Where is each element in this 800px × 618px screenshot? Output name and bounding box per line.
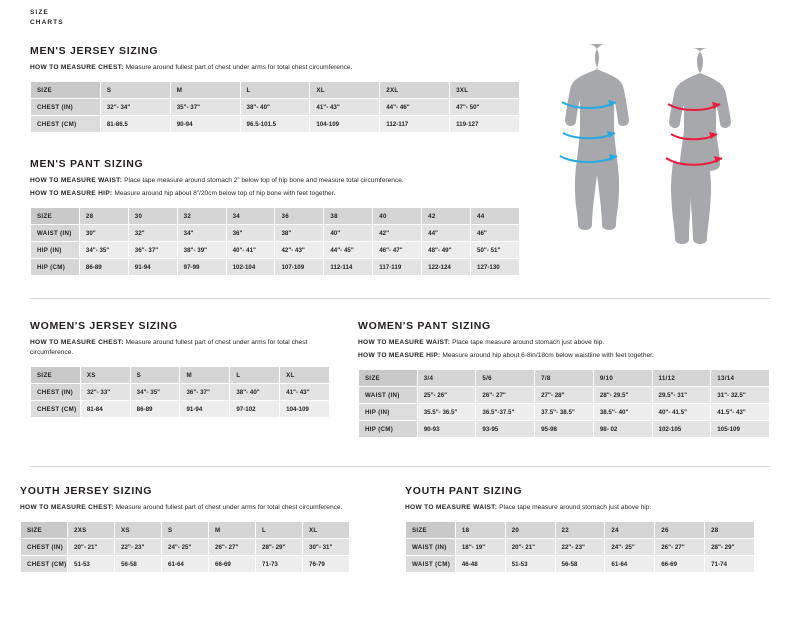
table-header-cell: 2XS bbox=[68, 522, 115, 539]
section-youth-pant bbox=[405, 485, 755, 573]
table-cell: 20"- 21" bbox=[68, 539, 115, 556]
section-mens-jersey bbox=[30, 45, 520, 133]
howto-line bbox=[30, 63, 520, 73]
table-cell: 38"- 40" bbox=[230, 384, 280, 401]
table-header-cell: 11/12 bbox=[652, 370, 711, 387]
table-header-cell: 5/6 bbox=[476, 370, 535, 387]
table-cell: 86-89 bbox=[130, 401, 180, 418]
table-row-label: HIP (CM) bbox=[31, 259, 80, 276]
table-cell: 46" bbox=[471, 225, 520, 242]
table-cell: 35"- 37" bbox=[170, 99, 240, 116]
table-header-row bbox=[31, 208, 520, 225]
table-cell: 32" bbox=[128, 225, 177, 242]
section-divider bbox=[30, 466, 770, 467]
table-header-cell: 30 bbox=[128, 208, 177, 225]
table-cell: 36" bbox=[226, 225, 275, 242]
table-row bbox=[359, 421, 770, 438]
table-cell: 91-94 bbox=[128, 259, 177, 276]
howto-text: Measure around fullest part of chest under arms for total chest circumference. bbox=[123, 64, 353, 71]
table-row-label: HIP (IN) bbox=[359, 404, 418, 421]
table-cell: 27"- 28" bbox=[535, 387, 594, 404]
table-row-label: WAIST (CM) bbox=[406, 556, 456, 573]
section-youth-jersey bbox=[20, 485, 350, 573]
section-divider bbox=[30, 298, 770, 299]
table-cell: 44"- 45" bbox=[324, 242, 373, 259]
size-table-youth-jersey bbox=[20, 521, 350, 573]
table-cell: 127-130 bbox=[471, 259, 520, 276]
table-row bbox=[359, 387, 770, 404]
howto-label: HOW TO MEASURE HIP: bbox=[30, 190, 113, 198]
table-header-cell: SIZE bbox=[359, 370, 418, 387]
table-cell: 38" bbox=[275, 225, 324, 242]
table-header-cell: 7/8 bbox=[535, 370, 594, 387]
howto-label: HOW TO MEASURE HIP: bbox=[358, 352, 441, 360]
table-cell: 48"- 49" bbox=[422, 242, 471, 259]
howto-text: Place tape measure around stomach just above hip. bbox=[450, 339, 605, 346]
howto-line bbox=[30, 189, 520, 199]
howto-line bbox=[30, 176, 520, 186]
howto-label: HOW TO MEASURE CHEST: bbox=[20, 504, 114, 511]
table-cell: 25"- 26" bbox=[417, 387, 476, 404]
table-cell: 95-98 bbox=[535, 421, 594, 438]
table-cell: 51-53 bbox=[68, 556, 115, 573]
table-cell: 28"- 29.5" bbox=[593, 387, 652, 404]
table-row-label: CHEST (IN) bbox=[31, 384, 81, 401]
size-table-mens-pant bbox=[30, 207, 520, 276]
howto-text: Measure around hip about 6-8in/18cm below waistline with feet together. bbox=[440, 352, 654, 360]
howto-line bbox=[358, 338, 770, 348]
table-row-label: CHEST (CM) bbox=[31, 401, 81, 418]
table-header-cell: 44 bbox=[471, 208, 520, 225]
table-cell: 28"- 29" bbox=[705, 539, 755, 556]
table-header-cell: 3/4 bbox=[417, 370, 476, 387]
size-table-youth-pant bbox=[405, 521, 755, 573]
table-row-label: HIP (IN) bbox=[31, 242, 80, 259]
table-cell: 102-104 bbox=[226, 259, 275, 276]
section-mens-pant bbox=[30, 158, 520, 276]
table-header-cell: XS bbox=[80, 367, 130, 384]
table-header-cell: 24 bbox=[605, 522, 655, 539]
table-header-cell: 18 bbox=[455, 522, 505, 539]
table-cell: 47"- 50" bbox=[450, 99, 520, 116]
table-row-label: CHEST (IN) bbox=[21, 539, 68, 556]
table-cell: 107-109 bbox=[275, 259, 324, 276]
table-cell: 105-109 bbox=[711, 421, 770, 438]
table-cell: 81-86.5 bbox=[100, 116, 170, 133]
table-header-cell: XS bbox=[115, 522, 162, 539]
table-header-cell: M bbox=[209, 522, 256, 539]
table-cell: 42"- 43" bbox=[275, 242, 324, 259]
section-title: WOMEN'S JERSEY SIZING bbox=[30, 320, 178, 332]
howto-text: Measure around fullest part of chest under arms for total chest circumference. bbox=[113, 504, 343, 511]
table-cell: 41"- 43" bbox=[310, 99, 380, 116]
table-cell: 96.5-101.5 bbox=[240, 116, 310, 133]
table-cell: 34"- 35" bbox=[130, 384, 180, 401]
table-header-cell: 13/14 bbox=[711, 370, 770, 387]
table-cell: 28"- 29" bbox=[256, 539, 303, 556]
table-row bbox=[406, 556, 755, 573]
table-cell: 18"- 19" bbox=[455, 539, 505, 556]
table-row-label: CHEST (IN) bbox=[31, 99, 101, 116]
table-row bbox=[31, 259, 520, 276]
howto-line bbox=[358, 351, 770, 361]
table-cell: 41"- 43" bbox=[280, 384, 330, 401]
table-cell: 66-69 bbox=[655, 556, 705, 573]
table-header-cell: 38 bbox=[324, 208, 373, 225]
table-row bbox=[359, 404, 770, 421]
table-cell: 22"- 23" bbox=[115, 539, 162, 556]
table-row bbox=[31, 99, 520, 116]
page-title bbox=[30, 8, 64, 28]
table-row-label: CHEST (CM) bbox=[21, 556, 68, 573]
table-header-row bbox=[406, 522, 755, 539]
table-header-cell: S bbox=[130, 367, 180, 384]
howto-label: HOW TO MEASURE CHEST: bbox=[30, 339, 124, 346]
table-row bbox=[406, 539, 755, 556]
table-header-cell: SIZE bbox=[31, 208, 80, 225]
table-header-cell: L bbox=[240, 82, 310, 99]
table-cell: 61-64 bbox=[162, 556, 209, 573]
table-cell: 46"- 47" bbox=[373, 242, 422, 259]
table-cell: 38"- 39" bbox=[177, 242, 226, 259]
section-womens-pant bbox=[358, 320, 770, 438]
table-cell: 86-89 bbox=[79, 259, 128, 276]
table-header-cell: 22 bbox=[555, 522, 605, 539]
table-header-cell: XL bbox=[303, 522, 350, 539]
table-cell: 36"- 37" bbox=[128, 242, 177, 259]
table-cell: 90-93 bbox=[417, 421, 476, 438]
table-cell: 42" bbox=[373, 225, 422, 242]
table-cell: 44" bbox=[422, 225, 471, 242]
table-header-cell: XL bbox=[280, 367, 330, 384]
body-diagram-svg bbox=[530, 34, 775, 249]
table-cell: 26"- 27" bbox=[655, 539, 705, 556]
table-row-label: WAIST (IN) bbox=[31, 225, 80, 242]
table-header-cell: SIZE bbox=[21, 522, 68, 539]
table-header-cell: L bbox=[230, 367, 280, 384]
table-cell: 56-58 bbox=[555, 556, 605, 573]
table-cell: 61-64 bbox=[605, 556, 655, 573]
table-cell: 30"- 31" bbox=[303, 539, 350, 556]
table-cell: 122-124 bbox=[422, 259, 471, 276]
section-title: YOUTH JERSEY SIZING bbox=[20, 485, 153, 497]
table-row bbox=[31, 225, 520, 242]
howto-label: HOW TO MEASURE WAIST: bbox=[30, 177, 123, 184]
table-header-cell: 42 bbox=[422, 208, 471, 225]
table-row bbox=[21, 556, 350, 573]
table-header-cell: 28 bbox=[79, 208, 128, 225]
table-cell: 26"- 27" bbox=[209, 539, 256, 556]
female-body-diagram bbox=[666, 48, 731, 244]
table-cell: 37.5"- 38.5" bbox=[535, 404, 594, 421]
table-header-cell: SIZE bbox=[31, 367, 81, 384]
table-header-cell: M bbox=[180, 367, 230, 384]
table-cell: 40" bbox=[324, 225, 373, 242]
table-cell: 26"- 27" bbox=[476, 387, 535, 404]
table-cell: 119-127 bbox=[450, 116, 520, 133]
body-diagrams bbox=[530, 34, 775, 249]
howto-line bbox=[405, 503, 755, 513]
table-cell: 71-74 bbox=[705, 556, 755, 573]
howto-text: Measure around fullest part of chest under arms for total chest circumference. bbox=[30, 339, 308, 357]
table-row-label: WAIST (IN) bbox=[406, 539, 456, 556]
table-row bbox=[21, 539, 350, 556]
howto-label: HOW TO MEASURE WAIST: bbox=[358, 339, 451, 346]
howto-label: HOW TO MEASURE CHEST: bbox=[30, 64, 124, 71]
table-cell: 81-84 bbox=[80, 401, 130, 418]
table-header-cell: 28 bbox=[705, 522, 755, 539]
table-cell: 24"- 25" bbox=[162, 539, 209, 556]
table-header-cell: XL bbox=[310, 82, 380, 99]
table-header-cell: 9/10 bbox=[593, 370, 652, 387]
table-header-cell: 3XL bbox=[450, 82, 520, 99]
table-cell: 24"- 25" bbox=[605, 539, 655, 556]
table-header-cell: 40 bbox=[373, 208, 422, 225]
howto-label: HOW TO MEASURE WAIST: bbox=[405, 504, 498, 511]
table-cell: 30" bbox=[79, 225, 128, 242]
table-cell: 36"- 37" bbox=[180, 384, 230, 401]
table-row-label: HIP (CM) bbox=[359, 421, 418, 438]
table-cell: 41.5"- 43" bbox=[711, 404, 770, 421]
table-row-label: WAIST (IN) bbox=[359, 387, 418, 404]
table-row-label: CHEST (CM) bbox=[31, 116, 101, 133]
table-header-cell: 36 bbox=[275, 208, 324, 225]
table-cell: 104-109 bbox=[310, 116, 380, 133]
howto-text: Measure around hip about 8”/20cm below top of hip bone with feet together. bbox=[112, 190, 336, 198]
section-title: YOUTH PANT SIZING bbox=[405, 485, 523, 497]
table-header-cell: 34 bbox=[226, 208, 275, 225]
table-header-row bbox=[31, 82, 520, 99]
table-header-cell: 2XL bbox=[380, 82, 450, 99]
howto-text: Place tape measure around stomach 2” below top of hip bone and measure total circumference. bbox=[122, 177, 404, 184]
size-table-womens-pant bbox=[358, 369, 770, 438]
table-cell: 98- 02 bbox=[593, 421, 652, 438]
table-header-cell: S bbox=[100, 82, 170, 99]
table-cell: 117-119 bbox=[373, 259, 422, 276]
table-cell: 76-79 bbox=[303, 556, 350, 573]
table-cell: 22"- 23" bbox=[555, 539, 605, 556]
table-cell: 71-73 bbox=[256, 556, 303, 573]
table-row bbox=[31, 401, 330, 418]
section-title: MEN'S JERSEY SIZING bbox=[30, 45, 159, 57]
table-header-cell: 32 bbox=[177, 208, 226, 225]
table-cell: 50"- 51" bbox=[471, 242, 520, 259]
table-cell: 35.5"- 36.5" bbox=[417, 404, 476, 421]
table-cell: 31"- 32.5" bbox=[711, 387, 770, 404]
table-cell: 102-105 bbox=[652, 421, 711, 438]
table-cell: 93-95 bbox=[476, 421, 535, 438]
table-cell: 34"- 35" bbox=[79, 242, 128, 259]
table-header-cell: 26 bbox=[655, 522, 705, 539]
table-header-row bbox=[21, 522, 350, 539]
table-cell: 66-69 bbox=[209, 556, 256, 573]
table-cell: 40"- 41.5" bbox=[652, 404, 711, 421]
page-title-line-1: SIZE bbox=[30, 9, 49, 16]
table-row bbox=[31, 116, 520, 133]
table-cell: 46-48 bbox=[455, 556, 505, 573]
table-cell: 90-94 bbox=[170, 116, 240, 133]
table-cell: 56-58 bbox=[115, 556, 162, 573]
table-header-cell: M bbox=[170, 82, 240, 99]
table-row bbox=[31, 242, 520, 259]
table-cell: 34" bbox=[177, 225, 226, 242]
male-body-diagram bbox=[560, 44, 629, 230]
table-cell: 20"- 21" bbox=[505, 539, 555, 556]
section-womens-jersey bbox=[30, 320, 330, 418]
page-title-line-2: CHARTS bbox=[30, 19, 64, 27]
howto-line bbox=[20, 503, 350, 513]
table-cell: 97-99 bbox=[177, 259, 226, 276]
table-cell: 38"- 40" bbox=[240, 99, 310, 116]
table-cell: 104-109 bbox=[280, 401, 330, 418]
table-header-row bbox=[359, 370, 770, 387]
table-cell: 36.5"-37.5" bbox=[476, 404, 535, 421]
size-table-mens-jersey bbox=[30, 81, 520, 133]
table-header-cell: 20 bbox=[505, 522, 555, 539]
table-header-cell: L bbox=[256, 522, 303, 539]
table-cell: 38.5"- 40" bbox=[593, 404, 652, 421]
table-cell: 91-94 bbox=[180, 401, 230, 418]
table-header-cell: S bbox=[162, 522, 209, 539]
table-header-cell: SIZE bbox=[406, 522, 456, 539]
table-cell: 112-114 bbox=[324, 259, 373, 276]
table-cell: 112-117 bbox=[380, 116, 450, 133]
size-table-womens-jersey bbox=[30, 366, 330, 418]
section-title: WOMEN'S PANT SIZING bbox=[358, 320, 491, 332]
table-cell: 97-102 bbox=[230, 401, 280, 418]
table-cell: 40"- 41" bbox=[226, 242, 275, 259]
table-cell: 29.5"- 31" bbox=[652, 387, 711, 404]
table-header-row bbox=[31, 367, 330, 384]
table-cell: 51-53 bbox=[505, 556, 555, 573]
table-cell: 32"- 33" bbox=[80, 384, 130, 401]
howto-text: Place tape measure around stomach just above hip. bbox=[497, 504, 652, 511]
table-cell: 32"- 34" bbox=[100, 99, 170, 116]
table-header-cell: SIZE bbox=[31, 82, 101, 99]
table-row bbox=[31, 384, 330, 401]
section-title: MEN'S PANT SIZING bbox=[30, 158, 144, 170]
table-cell: 44"- 46" bbox=[380, 99, 450, 116]
howto-line bbox=[30, 338, 330, 358]
